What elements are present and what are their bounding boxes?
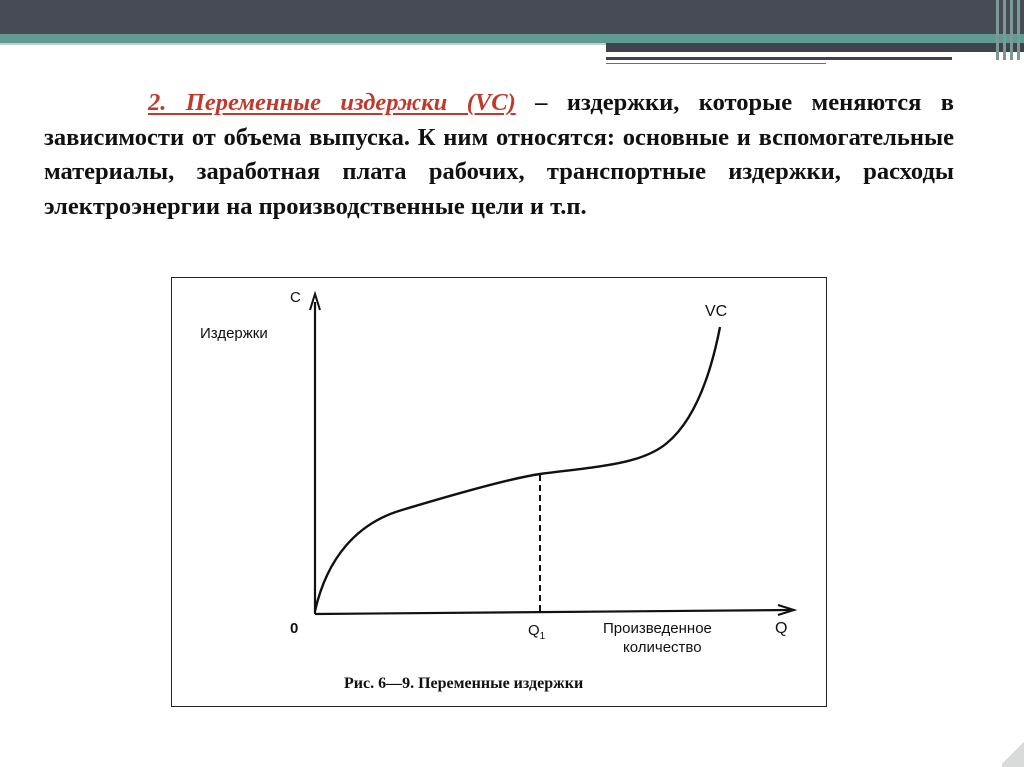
- header-bar: [0, 0, 1024, 34]
- header-stripes: [994, 0, 1024, 60]
- y-axis-letter: C: [290, 289, 301, 306]
- header-thin-line-2: [606, 63, 826, 64]
- term-highlight: 2. Переменные издержки (VC): [148, 89, 516, 116]
- x-axis: [315, 610, 790, 614]
- header-right-bar: [606, 43, 1024, 52]
- page-corner-fold: [1002, 739, 1024, 767]
- vc-chart: [172, 278, 828, 708]
- paragraph-body: – издержки, которые меняются в зависимости от объема выпуска. К ним относятся: основные и вспомогательные материалы, заработная плата рабочих, транспортные издержки, расходы электроэнергии на производственные цели и т.п.: [44, 89, 954, 220]
- x-axis-label-line2: количество: [623, 639, 702, 656]
- figure-caption: Рис. 6—9. Переменные издержки: [344, 675, 584, 692]
- x-axis-label-line1: Произведенное: [603, 620, 712, 637]
- x-axis-letter: Q: [775, 620, 788, 637]
- header-thin-line: [606, 57, 952, 60]
- origin-label: 0: [290, 620, 299, 637]
- slide-paragraph: [44, 86, 954, 224]
- curve-label: VC: [705, 303, 728, 320]
- vc-curve: [315, 327, 720, 611]
- figure-frame: [171, 277, 827, 707]
- q1-label: $Q_1$: [528, 622, 546, 642]
- header-accent-bar: [0, 34, 1024, 43]
- y-axis-label: Издержки: [200, 325, 268, 342]
